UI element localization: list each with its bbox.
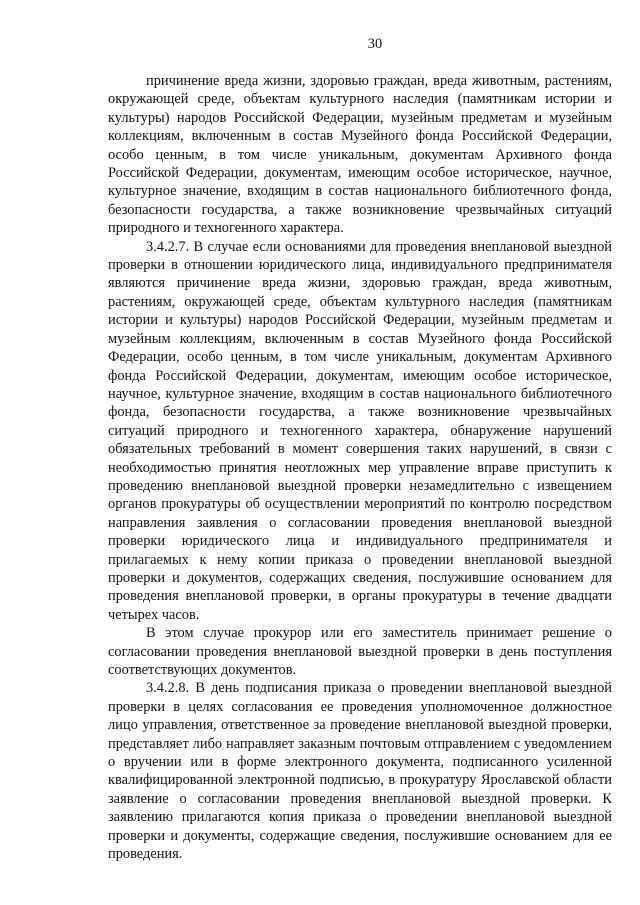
paragraph-3-4-2-7: 3.4.2.7. В случае если основаниями для проведения внеплановой выездной проверки в отношении юридического лица, индивидуального предпринимателя являются причинение вреда жизни, здоровью граждан, вреда животным, растениям, окружающей среде, объектам культурного наследия (памятникам истории и культуры) народов Российской Федерации, музейным предметам и музейным коллекциям, включенным в состав Музейного фонда Российской Федерации, особо ценным, в том числе уникальным, документам Архивного фонда Российской Федерации, документам, имеющим особое историческое, научное, культурное значение, входящим в состав национального библиотечного фонда, безопасности государства, а также возникновение чрезвычайных ситуаций природного и техногенного характера, обнаружение нарушений обязательных требований в момент совершения таких нарушений, в связи с необходимостью принятия неотложных мер управление вправе приступить к проведению внеплановой выездной проверки незамедлительно с извещением органов прокуратуры об осуществлении мероприятий по контролю посредством направления заявления о согласовании проведения внеплановой выездной проверки юридического лица и индивидуального предпринимателя и прилагаемых к нему копии приказа о проведении внеплановой выездной проверки и документов, содержащих сведения, послужившие основанием для проведения внеплановой проверки, в органы прокуратуры в течение двадцати четырех часов.: [108, 238, 612, 623]
document-body: [108, 72, 612, 863]
page-number: 30: [367, 36, 383, 52]
paragraph-continuation: причинение вреда жизни, здоровью граждан, вреда животным, растениям, окружающей среде, объектам культурного наследия (памятникам истории и культуры) народов Российской Федерации, музейным предметам и музейным коллекциям, включенным в состав Музейного фонда Российской Федерации, особо ценным, в том числе уникальным, документам Архивного фонда Российской Федерации, документам, имеющим особое историческое, научное, культурное значение, входящим в состав национального библиотечного фонда, безопасности государства, а также возникновение чрезвычайных ситуаций природного и техногенного характера.: [108, 73, 612, 237]
paragraph-prosecutor-decision: В этом случае прокурор или его заместитель принимает решение о согласовании проведения внеплановой выездной проверки в день поступления соответствующих документов.: [108, 625, 612, 678]
paragraph-3-4-2-8: 3.4.2.8. В день подписания приказа о проведении внеплановой выездной проверки в целях согласования ее проведения уполномоченное должностное лицо управления, ответственное за проведение внеплановой выездной проверки, представляет либо направляет заказным почтовым отправлением с уведомлением о вручении или в форме электронного документа, подписанного усиленной квалифицированной электронной подписью, в прокуратуру Ярославской области заявление о согласовании проведения внеплановой выездной проверки. К заявлению прилагаются копия приказа о проведении внеплановой выездной проверки и документы, содержащие сведения, послужившие основанием для ее проведения.: [108, 680, 612, 863]
